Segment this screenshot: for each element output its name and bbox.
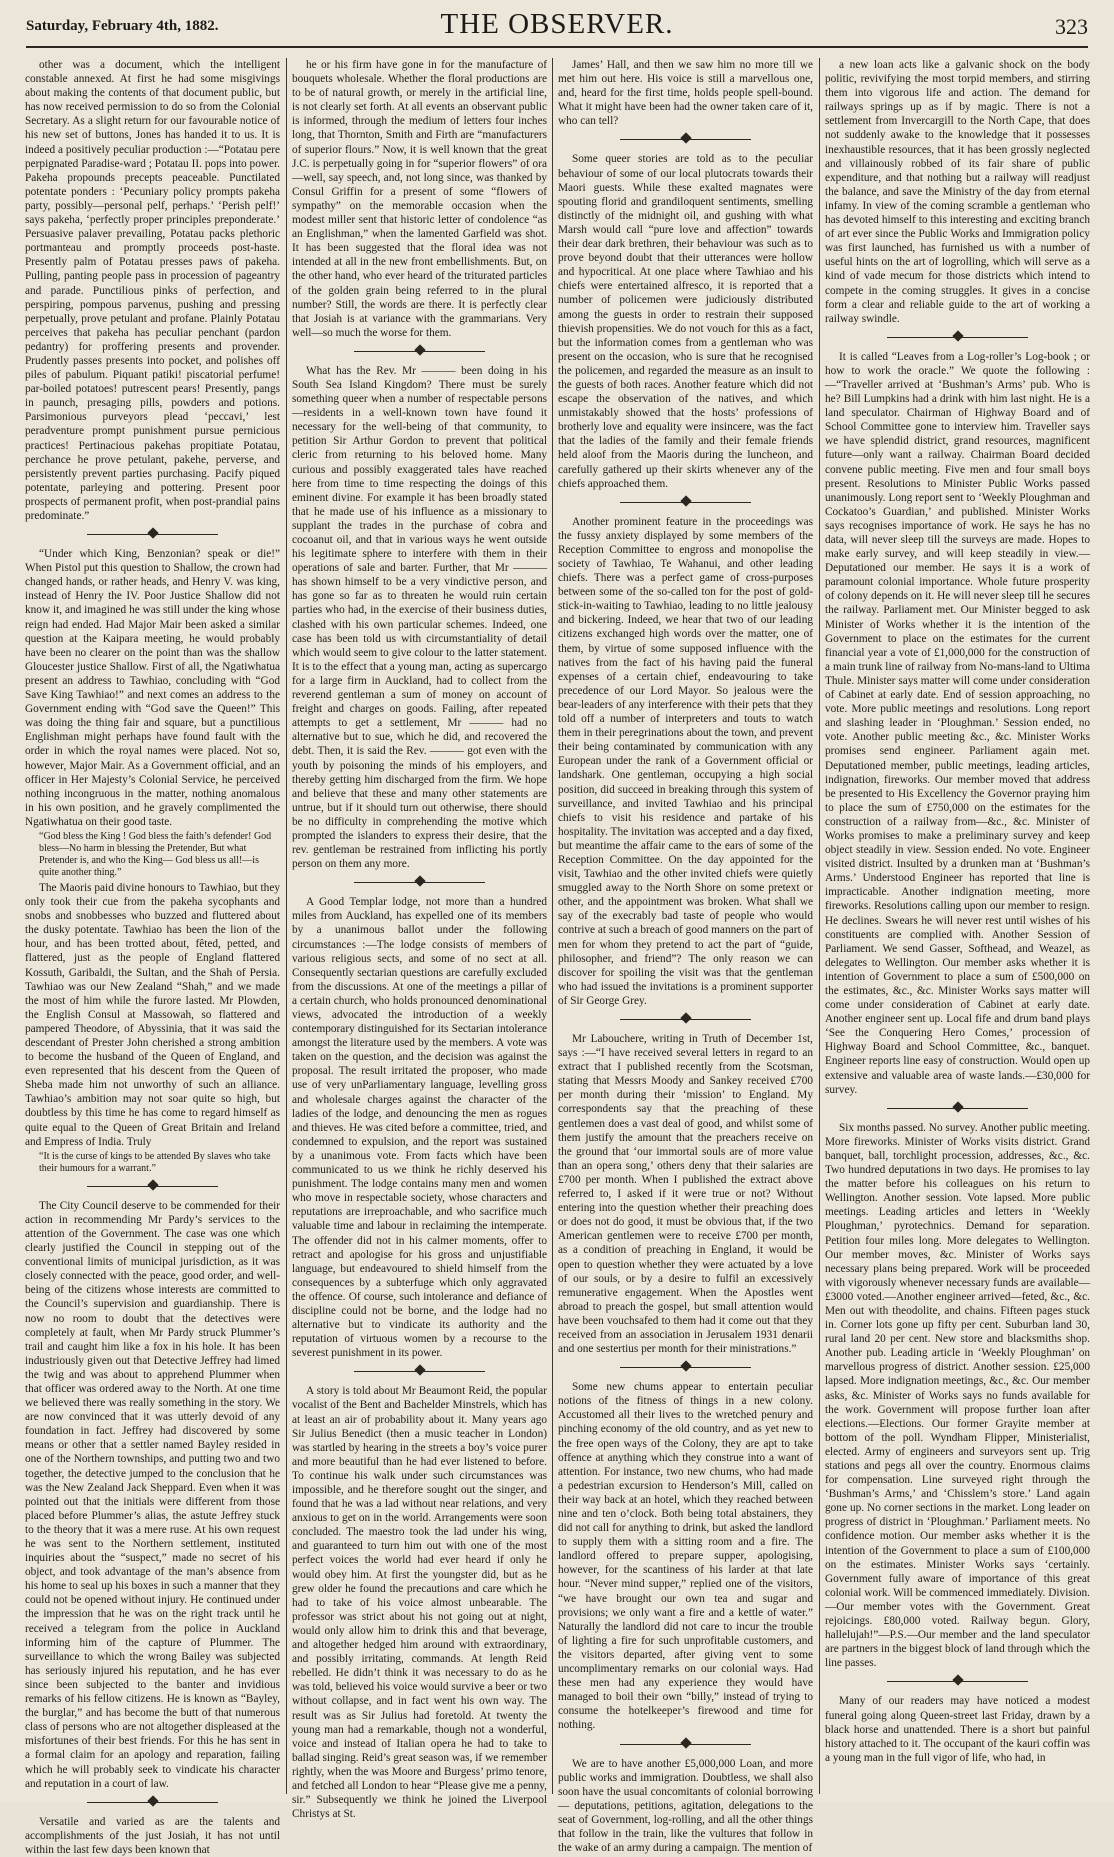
section-divider	[25, 1179, 280, 1193]
section-divider	[558, 1737, 813, 1751]
divider-ornament-icon	[414, 876, 425, 887]
section-divider	[558, 1360, 813, 1374]
newspaper-title: THE OBSERVER.	[440, 8, 674, 40]
verse-quote: “It is the curse of kings to be attended By slaves who take their humours for a warrant.”	[39, 1150, 271, 1174]
section-divider	[825, 330, 1090, 344]
divider-ornament-icon	[952, 1101, 963, 1112]
article-paragraph: What has the Rev. Mr ——— been doing in his South Sea Island Kingdom? There must be surely something queer when a number of respectable persons—residents in a well-known town have found it necessary for the well-being of that community, to petition Sir Arthur Gordon to prevent that political cleric from returning to his beloved home. Many curious and possibly exaggerated tales have reached here from time to time respecting the doings of this eminent divine. For example it has been broadly stated that he made use of his influence as a missionary to supplant the trades in the purchase of cobra and cocoanut oil, and that in various ways he went outside his legitimate sphere to interfere with them in their operations of sale and barter. Further, that Mr ——— has shown himself to be a very vindictive person, and has gone so far as to threaten he would ruin certain parties who had, in the exercise of their business duties, clashed with his own particular schemes. Indeed, one case has been told us with circumstantiality of detail which would seem to give colour to the latter statement. It is to the effect that a young man, acting as supercargo for a large firm in Auckland, had to collect from the reverend gentleman a sum of money on account of freight and charges on goods. Failing, after repeated attempts to get a settlement, Mr ——— had no alternative but to sue, which he did, and recovered the debt. Then, it is said the Rev. ——— got even with the youth by poisoning the minds of his employers, and thereby getting him discharged from the firm. We hope and believe that these and many other statements are untrue, but if it should turn out otherwise, there should be no difficulty in comprehending the motive which prompted the islanders to express their desire, that the rev. gentleman be restrained from inflicting his portly person on them any more.	[292, 364, 547, 871]
divider-ornament-icon	[414, 1365, 425, 1376]
divider-ornament-icon	[680, 495, 691, 506]
section-divider	[25, 1795, 280, 1809]
section-divider	[292, 875, 547, 889]
divider-ornament-icon	[147, 1795, 158, 1806]
article-paragraph: he or his firm have gone in for the manufacture of bouquets wholesale. Whether the floral productions are to be of natural growth, or merely in the artificial line, is not clearly set forth. At all events an observant public is informed, through the medium of letters four inches long, that Thornton, Smith and Firth are “manufacturers of superior flours.” Now, it is well known that the great J.C. is perpetually going in for “superior flowers” of ora—well, say speech, and, not long since, was thanked by Consul Griffin for a present of some “flowers of sympathy” on the memorable occasion when the modest miller sent that historic letter of condolence “as an Englishman,” when the lamented Garfield was shot. It has been suggested that the floral idea was not intended at all in the new front embellishments. But, on the other hand, who ever heard of the triturated particles of the golden grain being referred to in the plural number? Still, the words are there. It is perfectly clear that Josiah is at variance with the grammarians. Very well—so much the worse for them.	[292, 59, 547, 339]
article-paragraph: Some queer stories are told as to the peculiar behaviour of some of our local plutocrats towards their Maori guests. While these exalted magnates were spouting florid and grandiloquent sentiments, smelling distinctly of the midnight oil, and gushing with what Marsh would call “pure love and affection” towards their dear dark brethren, their behaviour was such as to prove beyond doubt that their utterances were hollow and hypocritical. At one place where Tawhiao and his chiefs were entertained alfresco, it is reported that a number of policemen were judiciously distributed among the guests in order to restrain their supposed thievish propensities. We do not vouch for this as a fact, but the information comes from a gentleman who was present on the occasion, who is sure that he recognised the policemen, and regarded the measure as an insult to the guests of both races. Another feature which did not escape the observation of the natives, and which unmistakably showed that the hosts’ professions of brotherly love and equality were insincere, was the fact that the ladies of the family and their female friends held aloof from the Maoris during the luncheon, and carefully gathered up their skirts whenever any of the chiefs approached them.	[558, 153, 813, 490]
column-rule	[286, 58, 287, 1794]
column-4	[825, 58, 1090, 1794]
divider-ornament-icon	[680, 133, 691, 144]
section-divider	[825, 1674, 1090, 1688]
article-paragraph: James’ Hall, and then we saw him no more till we met him out here. His voice is still a marvellous one, and, heard for the first time, holds people spell-bound. What it might have been had the owner taken care of it, who can tell?	[558, 59, 813, 128]
article-paragraph: The City Council deserve to be commended for their action in recommending Mr Pardy’s services to the attention of the Government. The case was one which clearly justified the Council in stepping out of the conventional limits of municipal jurisdiction, as it was closely connected with the peace, good order, and well-being of the citizens whose interests are committed to the Council’s supervision and guardianship. There is now no room to doubt that the detectives were completely at fault, when Mr Pardy struck Plummer’s trail and caught him like a fox in his hole. It has been industriously given out that Detective Jeffrey had limed the twig and was about to apprehend Plummer when that officer was ordered away to the North. At one time we believed there was really something in the story. We are now convinced that it was utterly devoid of any foundation in fact. Jeffrey had discovered by some means or other that a settler named Bayley resided in one of the Northern townships, and putting two and two together, the detective jumped to the conclusion that he was the New Zealand Jack Sheppard. Even when it was pointed out that the initials were different from those placed before Plummer’s alias, the astute Jeffrey stuck to the theory that it was a mere ruse. At his own request he was sent to the Northern settlement, instituted inquiries about the “suspect,” made no secret of his object, and took advantage of the man’s absence from his home to seal up his boxes in such a manner that they could not be opened without injury. He continued under the impression that he was on the right track until he received a telegram from the police in Auckland informing him of the capture of Plummer. The surveillance to which the wrong Bailey was subjected has seriously injured his reputation, and he has ever since been subjected to the banter and invidious remarks of his fellow citizens. He is known as “Bayley, the burglar,” and has become the butt of that numerous class of persons who are not altogether displeased at the misfortunes of their best friends. For this he has sent in a formal claim for an apology and reparation, failing which he will probably seek to vindicate his character and reputation in a court of law.	[25, 1199, 280, 1790]
article-paragraph: We are to have another £5,000,000 Loan, and more public works and immigration. Doubtless, we shall also soon have the usual concomitants of colonial borrowing — deputations, petitions, agitation, delegations to the seat of Government, log-rolling, and all the other things that follow in the train, like the vultures that follow in the wake of an army during a campaign. The mention of	[558, 1757, 813, 1855]
column-3	[558, 58, 813, 1855]
section-divider	[558, 495, 813, 509]
divider-ornament-icon	[147, 1179, 158, 1190]
article-paragraph: Six months passed. No survey. Another public meeting. More fireworks. Minister of Works visits district. Grand banquet, ball, torchlight procession, addresses, &c., &c. Two hundred deputations in two days. He promises to lay the matter before his colleagues on his return to Wellington. Another session. Vote lapsed. More public meetings. Leading articles and letters in ‘Weekly Ploughman,’ pyrotechnics. Demand for separation. Petition four miles long. More delegates to Wellington. Our member moves, &c. Minister of Works says necessary plans being prepared. Work will be proceeded with vigorously whenever necessary funds are available—£3000 voted.—Another engineer arrived—feted, &c., &c. Men out with theodolite, and chains. Fifteen pages stuck in. Corner lots gone up fifty per cent. Suburban land 30, rural land 20 per cent. New store and blacksmiths shop. Another pub. Leading article in ‘Weekly Ploughman’ on marvellous progress of district. Another session. £25,000 lapsed. More indignation meetings, &c., &c. Our member asks, &c. Minister of Works says no funds available for the work. Government will propose further loan after elections.—Elections. Our former Grayite member at bottom of the poll. Wyndham Flipper, Ministerialist, elected. Army of engineers and surveyors sent up. Trig stations and pegs all over the country. Enormous claims for compensation. Line surveyed right through the ‘Bushman’s Arms,’ and ‘Chisslem’s store.’ Land again gone up. No corner sections in the market. Long leader on progress of district in ‘Ploughman.’ Parliament meets. No confidence motion. Our member asks whether it is the intention of the Government to place a sum of £100,000 on the estimates. Minister Works says ‘certainly. Government fully aware of importance of this great colonial work. Will be commenced immediately. Division.—Our member votes with the Government. Great rejoicings. £80,000 voted. Railway begun. Glory, hallelujah!”—P.S.—Our member and the land speculator are partners in the biggest block of land through which the line passes.	[825, 1121, 1090, 1670]
article-paragraph: Another prominent feature in the proceedings was the fussy anxiety displayed by some members of the Reception Committee to engross and monopolise the society of Tawhiao, Te Wahanui, and other leading chiefs. There was a perfect game of cross-purposes between some of the so-called ton for the post of gold-stick-in-waiting to Tawhiao, leading to no little jealousy and bickering. Indeed, we hear that two of our leading citizens exchanged high words over the matter, one of them, by virtue of some supposed influence with the natives from the fact of his having paid the funeral expenses of a certain chief, endeavouring to take precedence of our Lord Mayor. So jealous were the bear-leaders of any interference with their pets that they told off a number of interpreters and touts to watch them in their peregrinations about the town, and prevent their being contaminated by communication with any European under the rank of a Government official or landshark. One gentleman, occupying a high social position, did succeed in breaking through this system of surveillance, and invited Tawhiao and his principal chiefs to visit his residence and partake of his hospitality. The invitation was accepted and a day fixed, but meantime the affair came to the ears of some of the Reception Committee. On the day appointed for the visit, Tawhiao and the other invited chiefs were quietly smuggled away to the North Shore on some pretext or other, and the appointment was broken. What shall we say of the execrably bad taste of people who would contrive at such a breach of good manners on the part of men for whom they pretend to act the part of “guide, philosopher, and friend”? The only reason we can discover for spoiling the visit was that the gentleman who had issued the invitations is a prominent supporter of Sir George Grey.	[558, 515, 813, 1007]
article-paragraph: “Under which King, Benzonian? speak or die!” When Pistol put this question to Shallow, the crown had changed hands, or rather heads, and Henry V. was king, instead of Henry the IV. Poor Justice Shallow did not know it, and imagined he was still under the king whose reign had ended. Had Major Mair been asked a similar question at the Kaipara meeting, he would probably have been no clearer on the point than was the shallow Gloucester justice Shallow. First of all, the Ngatiwhatua present an address to Tawhiao, concluding with “God Save King Tawhiao!” and next comes an address to the Government ending with “God save the Queen!” This was doing the thing fair and square, but a punctilious Englishman might perhaps have found fault with the order in which the royal names were placed. Not so, however, Major Mair. As a Government official, and an officer in Her Majesty’s Colonial Service, he perceived nothing incongruous in the matter, nothing anomalous in his own position, and he gravely complimented the Ngatiwhatua on their good taste.	[25, 548, 280, 828]
article-paragraph: a new loan acts like a galvanic shock on the body politic, revivifying the most torpid members, and stirring them into vigorous life and action. The demand for railways springs up as if by magic. There is not a settlement from Invercargill to the North Cape, that does not suddenly awake to the knowledge that it possesses inexhaustible resources, that it has been grossly neglected and villainously robbed of its fair share of public expenditure, and that nothing but a railway will readjust the balance, and save the Ministry of the day from eternal infamy. In view of the coming scramble a gentleman who has devoted himself to this interesting and exciting branch of art ever since the Public Works and Immigration policy was first launched, has furnished us with a number of useful hints on the art of logrolling, which will serve as a kind of vade mecum for those districts which intend to compete in the coming struggles. It gives in a concise form a clear and reliable guide to the art of working a railway swindle.	[825, 59, 1090, 325]
verse-quote: “God bless the King ! God bless the faith’s defender! God bless—No harm in blessing the Pretender, But what Pretender is, and who the King— God bless us all!—is quite another thing.”	[39, 830, 272, 878]
column-2	[292, 58, 547, 1821]
column-rule	[819, 58, 820, 1794]
article-paragraph: The Maoris paid divine honours to Tawhiao, but they only took their cue from the pakeha sycophants and snobs and snobbesses who buzzed and fluttered about the dusky potentate. Tawhiao has been the lion of the hour, and has been trotted about, fêted, petted, and flattered, just as the people of England flattered Kossuth, Garibaldi, the Sultan, and the Shah of Persia. Tawhiao was our New Zealand “Shah,” and we made the most of him while the furore lasted. Mr Plowden, the English Consul at Massowah, so flattered and pampered Theodore, of Abyssinia, that it was said the descendant of Prester John cherished a strong ambition to become the husband of the Queen of England, and even represented that his descent from the Queen of Sheba made him not unworthy of such an alliance. Tawhiao’s ambition may not soar quite so high, but doubtless by this time he has come to regard himself as quite equal to the Queen of Great Britain and Ireland and Empress of India. Truly	[25, 881, 280, 1148]
divider-ornament-icon	[952, 330, 963, 341]
column-rule	[552, 58, 553, 1794]
page-number: 323	[1055, 14, 1088, 39]
article-paragraph: Some new chums appear to entertain peculiar notions of the fitness of things in a new colony. Accustomed all their lives to the wretched penury and pinching economy of the old country, and as yet new to the free open ways of the Colony, they are apt to take offence at anything which they construe into a want of attention. For instance, two new chums, who had made a pedestrian excursion to Henderson’s Mill, called on their way back at an hotel, which they reached between nine and ten o’clock. Both being total abstainers, they did not call for anything to drink, but asked the landlord to supply them with a sitting room and a fire. The landlord offered to prepare supper, apologising, however, for the scantiness of his larder at that late hour. “Never mind supper,” replied one of the visitors, “we have brought our own tea and sugar and provisions; we only want a fire and a kettle of water.” Naturally the landlord did not care to incur the trouble of lighting a fire for such unprofitable customers, and the visitors departed, after giving vent to some uncomplimentary remarks on our colonial ways. Had these men had any experience they would have managed to boil their own “billy,” instead of trying to consume the hotelkeeper’s firewood and time for nothing.	[558, 1381, 813, 1732]
divider-ornament-icon	[680, 1737, 691, 1748]
masthead	[26, 8, 1088, 48]
divider-ornament-icon	[952, 1675, 963, 1686]
divider-ornament-icon	[414, 344, 425, 355]
section-divider	[25, 527, 280, 541]
section-divider	[558, 132, 813, 146]
section-divider	[558, 1012, 813, 1026]
article-paragraph: A Good Templar lodge, not more than a hundred miles from Auckland, has expelled one of its members by a unanimous ballot under the following circumstances :—The lodge consists of members of various religious sects, and some of no sect at all. Consequently sectarian questions are carefully excluded from the discussions. At one of the meetings a pillar of a certain church, who holds pronounced denominational views, advocated the introduction of a weekly contemporary distinguished for its Sectarian intolerance amongst the literature used by the members. A vote was taken on the question, and the decision was against the proposal. The result irritated the proposer, who made use of very unParliamentary language, levelling gross and wholesale charges against the character of the ladies of the lodge, and denouncing the men as rogues and thieves. He was cited before a committee, tried, and condemned to expulsion, and the report was sustained by a unanimous vote. From facts which have been communicated to us we think he richly deserved his punishment. The lodge contains many men and women who move in respectable society, whose characters and reputations are irreproachable, and who sacrifice much valuable time and labour in reclaiming the intemperate. The offender did not in his calmer moments, offer to retract and apologise for his gross and unjustifiable language, but endeavoured to shield himself from the consequences by a subterfuge which only aggravated the offence. Of course, such intolerance and defiance of discipline could not be borne, and the lodge had no alternative but to vindicate its authority and the reputation of virtuous women by a recourse to the severest punishment in its power.	[292, 896, 547, 1360]
article-paragraph: It is called “Leaves from a Log-roller’s Log-book ; or how to work the oracle.” We quote the following :—“Traveller arrived at ‘Bushman’s Arms’ pub. Who is he? Bill Lumpkins had a drink with him last night. He is a land speculator. Chairman of Highway Board and of School Committee gone to interview him. Traveller says we have splendid district, grand resources, magnificent future—only want a railway. Chairman Board decided convene public meeting. Five men and four small boys present. Resolutions to Minister Public Works passed unanimously. Long report sent to ‘Weekly Ploughman and Cockatoo’s Guardian,’ and published. Minister Works says recognises importance of work. He says he has no data, will never sleep till the surveys are made. Hopes to make early survey, and will keep steadily in view.—Deputationed our member. He says it is a work of paramount colonial importance. Whole future prosperity of colony depends on it. He will never sleep till he secures the railway. Parliament met. Our Minister begged to ask Minister of Works whether it is the intention of the Government to place on the estimates for the current financial year a vote of £1,000,000 for the construction of a main trunk line of railway from No-mans-land to Ultima Thule. Minister says matter will come under consideration of Cabinet at early date. End of session approaching, no vote. More public meetings and resolutions. Long report and slashing leader in ‘Ploughman.’ Session ended, no vote. Another public meeting &c., &c. Minister Works promises send engineer. Parliament again met. Deputationed member, public meetings, leading articles, indignation, fireworks. Our member moved that address be presented to His Excellency the Governor praying him to place the sum of £750,000 on the estimates for the construction of a railway from—&c., &c. Minister of Works promises to make a preliminary survey and keep object steadily in view. Session ended. No vote. Engineer visited district. Insulted by a drunken man at ‘Bushman’s Arms.’ Understood Engineer has reported that line is impracticable. Another indignation meeting, more fireworks. Resolutions calling upon our member to resign. He declines. Swears he will never rest until wishes of his constituents are complied with. Another Session of Parliament. We send Gasser, Softhead, and Weazel, as delegates to Wellington. Our member asks whether it is intention of Government to place a sum of £500,000 on the estimates, &c., &c. Minister Works says matter will come under consideration of Cabinet at early date. Another engineer sent up. Local fife and drum band plays ‘See the Conquering Hero Comes,’ procession of Highway Board and School Committee, &c., banquet. Engineer reports line easy of construction. Would open up extensive and valuable area of waste lands.—£30,000 for survey.	[825, 350, 1090, 1096]
article-paragraph: Mr Labouchere, writing in Truth of December 1st, says :—“I have received several letters in regard to an extract that I published recently from the Scotsman, stating that Messrs Moody and Sankey received £700 per month during their ‘mission’ to England. My correspondents say that the preaching of these gentlemen does a vast deal of good, and whilst some of them justify the amount that the preachers receive on the ground that ‘our immortal souls are of more value than an opera song,’ others deny that their salaries are £700 per month. When I published the extract above referred to, I asked if it were true or not? Without entering into the question whether their preaching does or does not do good, it must be obvious that, if the two American gentlemen were to receive £700 per month, as a condition of preaching in England, it would be open to question whether they were actuated by a love of our souls, or by a desire to fulfil an excessively remunerative engagement. When the Apostles went abroad to preach the gospel, but small attention would have been vouchsafed to them had it come out that they received from an association in Jerusalem 1931 denarii and one sestertius per month for their ministrations.”	[558, 1033, 813, 1356]
section-divider	[292, 1364, 547, 1378]
section-divider	[292, 344, 547, 358]
section-divider	[825, 1101, 1090, 1115]
column-1	[25, 58, 280, 1856]
article-paragraph: Many of our readers may have noticed a modest funeral going along Queen-street last Friday, drawn by a black horse and unattended. There is a short but painful history attached to it. The occupant of the kauri coffin was a young man in the full vigor of life, who had, in	[825, 1695, 1090, 1764]
issue-date: Saturday, February 4th, 1882.	[26, 18, 219, 34]
divider-ornament-icon	[147, 527, 158, 538]
divider-ornament-icon	[680, 1012, 691, 1023]
article-paragraph: other was a document, which the intelligent constable annexed. At first he had some misgivings about making the contents of that document public, but has now received permission to do so from the Colonial Secretary. As a slight return for our favourable notice of his new set of buttons, Jones has handed it to us. It is indeed a positively peculiar production :—“Potatau pere perpignated Paradise-ward ; Potatau II. pops into power. Pakeha propounds precepts peaceable. Punctilated potentate ponders : ‘Pecuniary policy prompts pakeha party, possibly—personal pelf, perhaps.’ ‘Perish pelf!’ says pakeha, ‘perfectly proper principles preponderate.’ Persuasive palaver prevailing, Potatau packs plethoric portmanteau and promptly proceeds post-haste. Presently palm of Potatau presses paws of pakeha. Pulling, panting people pass in procession of pageantry and parade. Punctilious pinks of perfection, and perspiring, pompous parvenus, pushing and pressing perpetually, prove petulant and profane. Plainly Potatau perceives that pakeha has peculiar penchant (pardon pedantry) for proffering presents and provender. Prudently passes presents into pocket, and polishes off piles of pabulum. Piquant patiki! piscatorial perfume! par-boiled potatoes! putrescent pears! Presently, pangs in paunch, presaging pills, powders and potions. Parsimonious purveyors plead ‘peccavi,’ lest peradventure prompt punishment pursue pernicious practices! Pertinacious pakehas propitiate Potatau, perchance he prove petulant, pakehe, perverse, and persistently prevent parties purchasing. Pacify piqued potentate, parleying and pottering. Present poor prospects of permanent profit, when post-prandial pains predominate.”	[25, 59, 280, 522]
divider-ornament-icon	[680, 1360, 691, 1371]
article-paragraph: Versatile and varied as are the talents and accomplishments of the just Josiah, it has not until within the last few days been known that	[25, 1815, 280, 1856]
article-paragraph: A story is told about Mr Beaumont Reid, the popular vocalist of the Bent and Bachelder Minstrels, which has at least an air of probability about it. Many years ago Sir Julius Benedict (then a music teacher in London) was startled by hearing in the streets a boy’s voice purer and more beautiful than he had ever listened to before. To continue his walk under such circumstances was impossible, and he therefore sought out the singer, and found that he was a lad without near relations, and very anxious to get on in the world. Arrangements were soon concluded. The maestro took the lad under his wing, and guaranteed to turn him out with one of the most perfect voices the world had ever heard if only he would obey him. At first the youngster did, but as he grew older he found the precautions and care which he had to take of his voice almost unbearable. The professor was strict about his not going out at night, would only allow him to drink this and that beverage, and altogether hedged him around with extraordinary, and possibly irritating, commands. At length Reid rebelled. He didn’t think it was necessary to do as he was told, believed his voice would survive a beer or two without collapse, and in fact went his own way. The result was as Sir Julius had foretold. At twenty the young man had a remarkable, though not a wonderful, voice and instead of Italian opera he had to take to ballad singing. Reid’s great season was, if we remember rightly, when the was Moore and Burgess’ primo tenore, and fetched all London to hear “Please give me a penny, sir.” Subsequently we think he joined the Liverpool Christys at St.	[292, 1385, 547, 1821]
